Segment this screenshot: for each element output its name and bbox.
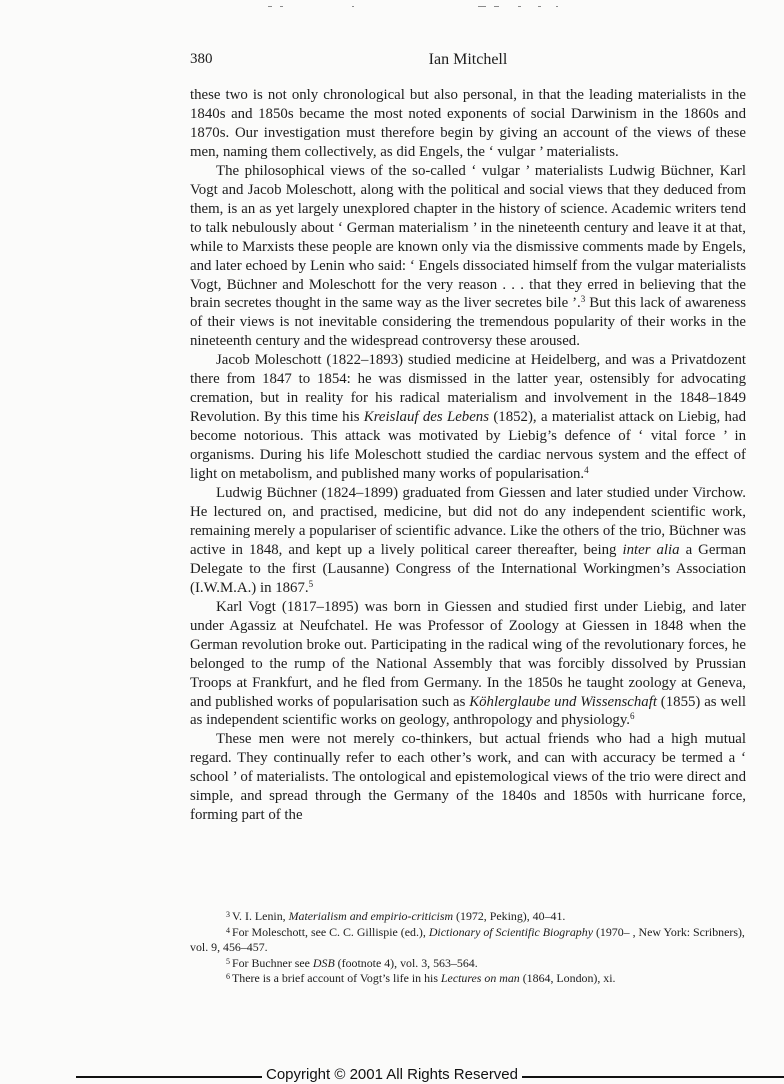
latin-phrase: inter alia xyxy=(622,541,680,558)
paragraph-moleschott: Jacob Moleschott (1822–1893) studied medicine at Heidelberg, and was a Privatdozent there from 1847 to 1854: he was dismissed in the latter year, ostensibly for advocating cremation, but in reality for his radical materialism and involvement in the 1848–1849 Revolution. By this time his Kreislauf des Lebens (1852), a materialist attack on Liebig, had become notorious. This attack was motivated by Liebig’s defence of ‘ vital force ’ in organisms. During his life Moleschott studied the cardiac nervous system and the effect of light on metabolism, and published many works of popularisation.$^4$ xyxy=(190,352,746,483)
footnote-ref-4[interactable]: 4 xyxy=(584,465,589,476)
paragraph-vogt: Karl Vogt (1817–1895) was born in Giessen and studied first under Liebig, and later under Agassiz at Neufchatel. He was Professor of Zoology at Giessen in 1848 when the German revolution broke out. Participating in the radical wing of the revolutionary forces, he belonged to the rump of the National Assembly that was forcibly dissolved by Prussian Troops at Frankfurt, and he fled from Germany. In the 1850s he taught zoology at Geneva, and published works of popularisation such as Köhlerglaube und Wissenschaft (1855) as well as independent scientific works on geology, anthropology and physiology.$^6$ xyxy=(190,598,746,729)
footnotes xyxy=(190,909,746,987)
footnote-ref-6[interactable]: 6 xyxy=(630,711,635,722)
paragraph-continuation: these two is not only chronological but also personal, in that the leading materialists in the 1840s and 1850s became the most noted exponents of social Darwinism in the 1860s and 1870s. Our investigation must therefore begin by giving an account of the views of these men, naming them collectively, as did Engels, the ‘ vulgar ’ materialists. xyxy=(190,87,746,160)
book-title: Köhlerglaube und Wissenschaft xyxy=(469,693,657,710)
page-header xyxy=(190,51,746,71)
copyright-notice: Copyright © 2001 All Rights Reserved xyxy=(262,1066,522,1084)
running-head-author: Ian Mitchell xyxy=(428,51,508,68)
footnote-ref-5[interactable]: 5 xyxy=(308,578,314,589)
paragraph-school: These men were not merely co-thinkers, but actual friends who had a high mutual regard. They continually refer to each other’s work, and can with accuracy be termed a ‘ school ’ of materialists. The ontological and epistemological views of the trio were direct and simple, and spread through the Germany of the 1840s and 1850s with hurricane force, forming part of the xyxy=(190,731,746,824)
paragraph-buchner: Ludwig Büchner (1824–1899) graduated from Giessen and later studied under Virchow. He lectured on, and practised, medicine, but did not do any independent scientific work, remaining merely a populariser of scientific advance. Like the others of the trio, Büchner was active in 1848, and kept up a lively political career thereafter, being inter alia a German Delegate to the first (Lausanne) Congress of the International Workingmen’s Association (I.W.M.A.) in 1867.$^5$ xyxy=(190,485,746,596)
body-text xyxy=(190,86,746,825)
footnote-3: $^3$ V. I. Lenin, Materialism and empirio-criticism (1972, Peking), 40–41. xyxy=(226,909,566,923)
book-title: Kreislauf des Lebens xyxy=(363,409,489,426)
footnote-ref-3[interactable]: 3 xyxy=(580,294,586,305)
scan-artifact-specks xyxy=(0,0,784,14)
page-number: 380 xyxy=(190,51,213,67)
footnote-4: $^4$ For Moleschott, see C. C. Gillispie (ed.), Dictionary of Scientific Biography (1970– , New York: Scribners), vol. 9, 456–457. xyxy=(190,924,745,955)
footnote-5: $^5$ For Buchner see DSB (footnote 4), vol. 3, 563–564. xyxy=(226,955,478,970)
footnote-6: $^6$ There is a brief account of Vogt’s life in his Lectures on man (1864, London), xi. xyxy=(226,971,616,986)
paragraph-vulgar-materialists: The philosophical views of the so-called ‘ vulgar ’ materialists Ludwig Büchner, Karl Vogt and Jacob Moleschott, along with the political and social views that they deduced from them, is an as yet largely unexplored chapter in the history of science. Academic writers tend to talk nebulously about ‘ German materialism ’ in the nineteenth century and leave it at that, while to Marxists these people are known only via the dismissive comments made by Engels, and later echoed by Lenin who said: ‘ Engels dissociated himself from the vulgar materialists Vogt, Büchner and Moleschott for the very reason . . . that they erred in believing that the brain secretes thought in the same way as the liver secretes bile ’.$^3$ But this lack of awareness of their views is not inevitable considering the tremendous popularity of their works in the nineteenth century and the widespread controversy these aroused. xyxy=(190,162,747,350)
